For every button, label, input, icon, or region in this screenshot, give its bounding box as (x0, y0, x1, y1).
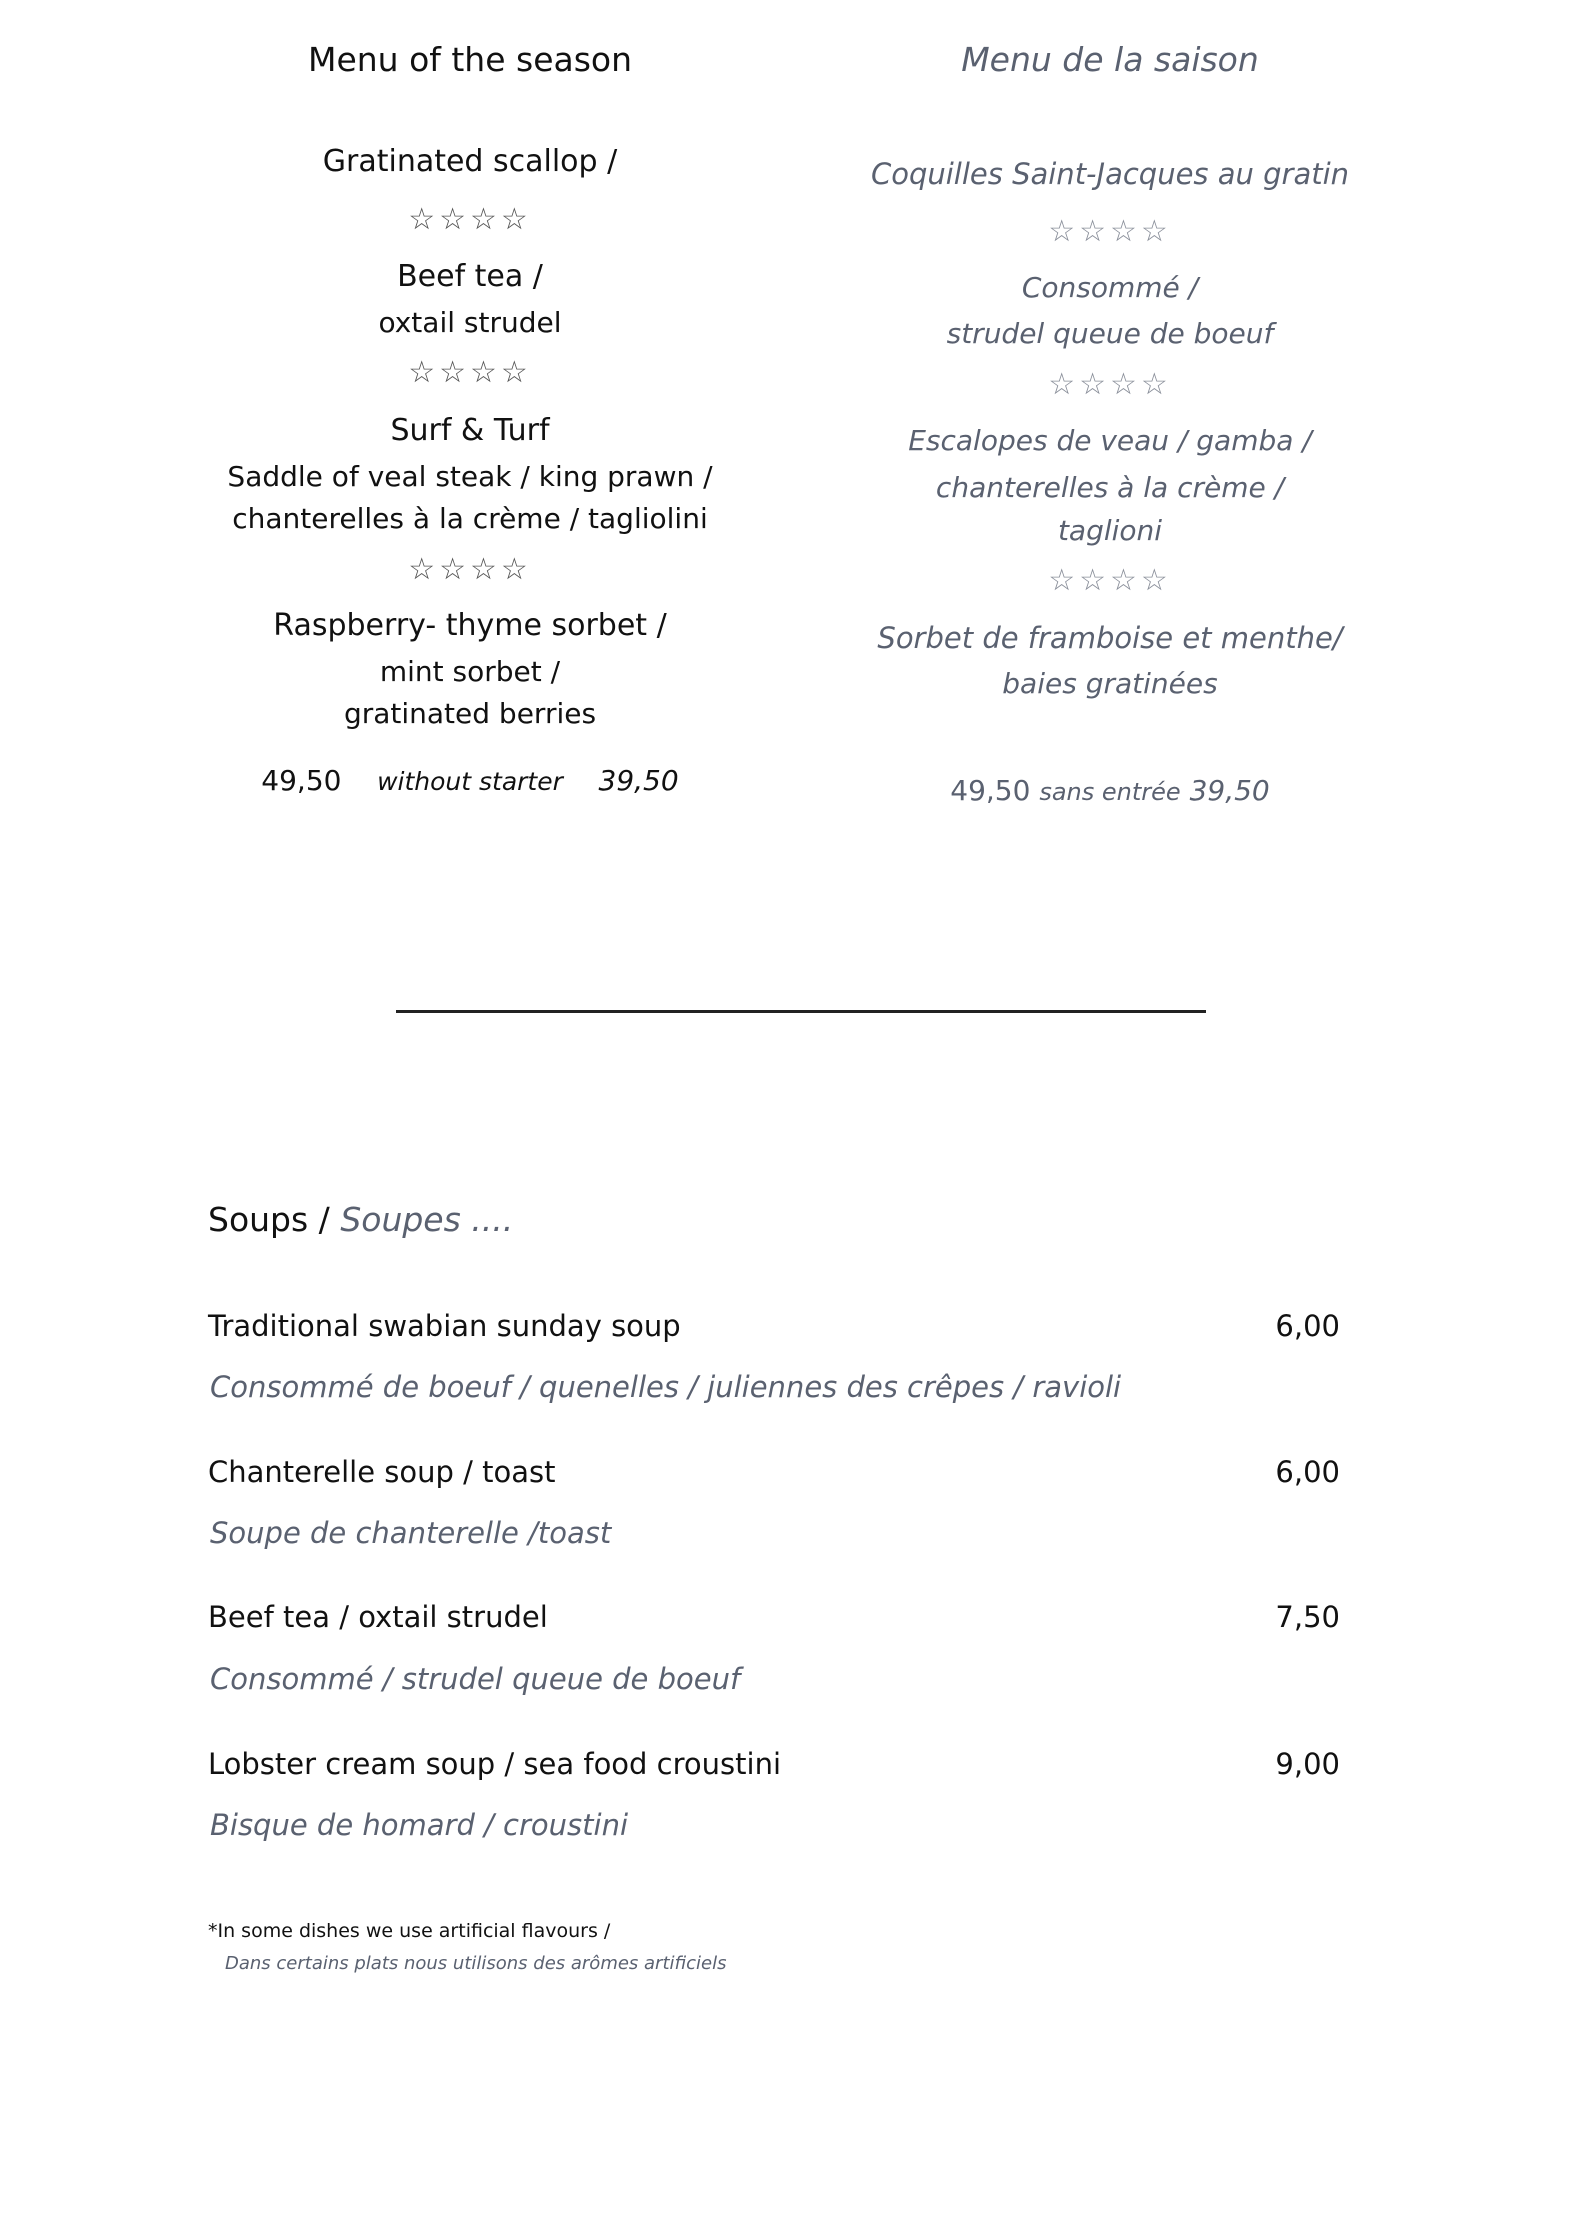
soup-item-price: 9,00 (1275, 1747, 1340, 1781)
season-without-starter-label-en: without starter (377, 767, 563, 796)
soup-item-price: 6,00 (1275, 1309, 1340, 1343)
soups-heading-fr: Soupes .... (340, 1200, 514, 1239)
soup-item-french: Consommé de boeuf / quenelles / juliennes des crêpes / ravioli (210, 1370, 1122, 1404)
season-course3-line3-fr: taglioni (1057, 514, 1163, 547)
season-title-fr: Menu de la saison (961, 40, 1259, 79)
footnote-en: *In some dishes we use artificial flavours / (208, 1920, 611, 1942)
course-separator-stars: ☆☆☆☆ (408, 552, 532, 587)
soup-item-price: 6,00 (1275, 1455, 1340, 1489)
soup-item-name: Lobster cream soup / sea food croustini (208, 1747, 782, 1781)
season-without-starter-label-fr: sans entrée (1039, 778, 1181, 806)
season-price-without-starter-en: 39,50 (598, 764, 679, 797)
season-course3-line1-fr: Escalopes de veau / gamba / (908, 424, 1312, 457)
season-course2-line1-en: Beef tea / (397, 259, 543, 294)
season-price-without-starter-fr: 39,50 (1189, 774, 1270, 807)
soup-item-name: Traditional swabian sunday soup (208, 1309, 681, 1343)
course-separator-stars: ☆☆☆☆ (1048, 214, 1172, 249)
season-course4-line1-fr: Sorbet de framboise et menthe/ (877, 621, 1343, 655)
soup-item-name: Beef tea / oxtail strudel (208, 1600, 548, 1634)
season-course3-line2-en: Saddle of veal steak / king prawn / (227, 460, 713, 493)
season-course1-en: Gratinated scallop / (322, 144, 618, 179)
course-separator-stars: ☆☆☆☆ (408, 355, 532, 390)
soup-item-french: Soupe de chanterelle /toast (210, 1516, 612, 1550)
soup-item-french: Bisque de homard / croustini (210, 1808, 629, 1842)
course-separator-stars: ☆☆☆☆ (1048, 367, 1172, 402)
season-course3-line1-en: Surf & Turf (390, 413, 550, 448)
season-price-en (150, 761, 790, 802)
season-price-fr (800, 771, 1420, 812)
soup-item-french: Consommé / strudel queue de boeuf (210, 1662, 741, 1696)
course-separator-stars: ☆☆☆☆ (408, 202, 532, 237)
season-course4-line2-fr: baies gratinées (1002, 667, 1218, 700)
season-course3-line3-en: chanterelles à la crème / tagliolini (232, 502, 708, 535)
season-price-full-fr: 49,50 (950, 774, 1031, 807)
soup-item-price: 7,50 (1275, 1600, 1340, 1634)
season-course4-line2-en: mint sorbet / (379, 655, 561, 688)
section-divider (396, 1010, 1206, 1013)
season-course2-line1-fr: Consommé / (1021, 271, 1199, 304)
season-title-en: Menu of the season (307, 40, 633, 79)
footnote-fr: Dans certains plats nous utilisons des arômes artificiels (225, 1953, 727, 1974)
soup-item-name: Chanterelle soup / toast (208, 1455, 556, 1489)
season-course2-line2-fr: strudel queue de boeuf (946, 317, 1274, 350)
season-course4-line1-en: Raspberry- thyme sorbet / (273, 608, 667, 643)
soups-heading (208, 1198, 513, 1242)
season-course2-line2-en: oxtail strudel (378, 306, 562, 339)
season-course4-line3-en: gratinated berries (343, 697, 597, 730)
season-course1-fr: Coquilles Saint-Jacques au gratin (870, 157, 1350, 191)
season-price-full-en: 49,50 (261, 764, 342, 797)
soups-heading-en: Soups / (208, 1200, 330, 1239)
season-course3-line2-fr: chanterelles à la crème / (935, 471, 1285, 504)
course-separator-stars: ☆☆☆☆ (1048, 563, 1172, 598)
